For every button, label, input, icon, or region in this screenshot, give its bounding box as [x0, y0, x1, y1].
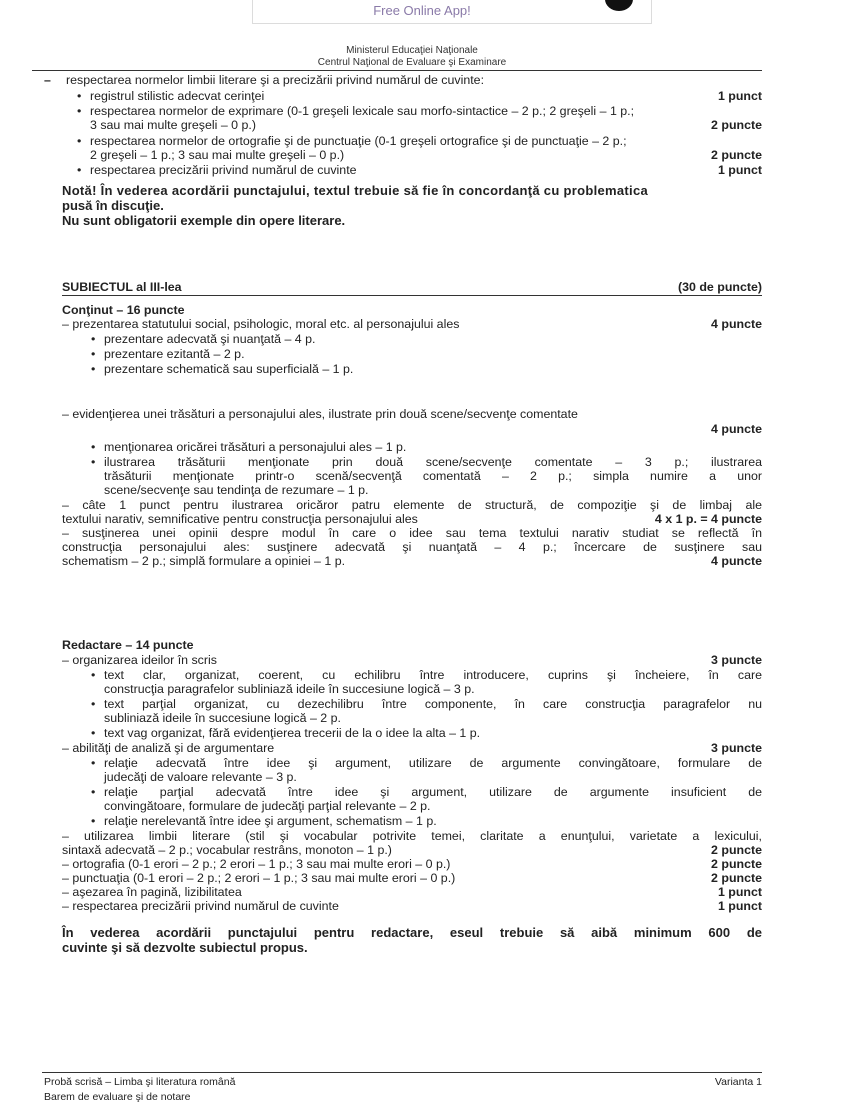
criteria-intro: – respectarea normelor limbii literare şi a precizării privind numărul de cuvinte:	[44, 73, 485, 87]
final-note: În vederea acordării punctajului pentru redactare, eseul trebuie să aibă minimum 600 de	[62, 925, 762, 940]
criterion-item: • prezentare ezitantă – 2 p.	[104, 347, 762, 361]
ministry-name: Ministerul Educaţiei Naţionale	[346, 45, 478, 56]
criterion-item-cont: convingătoare, formulare de judecăţi parţial relevante – 2 p.	[104, 799, 431, 813]
criterion-item: • text parţial organizat, cu dezechilibru între componente, în care construcţia paragrafelor nu	[104, 697, 762, 711]
criterion-item-cont: judecăţi de valoare relevante – 3 p.	[104, 770, 297, 784]
criterion-item: • ilustrarea trăsăturii menţionate prin două scene/secvenţe comentate – 3 p.; ilustrarea	[104, 455, 762, 469]
variant-label: Varianta 1	[714, 1076, 762, 1088]
criterion-item: • prezentare schematică sau superficială – 1 p.	[104, 362, 762, 376]
criterion-item-cont: trăsăturii menţionate printr-o scenă/secvenţă comentată – 2 p.; simpla numire a unor	[104, 469, 762, 483]
criteria-item: • respectarea precizării privind numărul de cuvinte 1 punct	[90, 163, 762, 177]
note-line: Notă! În vederea acordării punctajului, textul trebuie să fie în concordanţă cu problematica	[62, 183, 649, 198]
note-line: Nu sunt obligatorii exemple din opere literare.	[62, 213, 346, 228]
criterion-item: • text vag organizat, fără evidenţierea trecerii de la o idee la alta – 1 p.	[104, 726, 762, 740]
criteria-item-cont: 3 sau mai multe greşeli – 0 p.) 2 puncte	[90, 118, 762, 132]
footer-row	[44, 1076, 762, 1088]
redactare-criterion: – punctuaţia (0-1 erori – 2 p.; 2 erori – 1 p.; 3 sau mai multe erori – 0 p.) 2 puncte	[62, 871, 762, 885]
content-criterion-cont: schematism – 2 p.; simplă formulare a opiniei – 1 p. 4 puncte	[62, 554, 762, 568]
criterion-item-cont: scene/secvenţe sau tendinţa de rezumare – 1 p.	[104, 483, 369, 497]
criteria-item: • respectarea normelor de exprimare (0-1 greşeli lexicale sau morfo-sintactice – 2 p.; 2 greşeli – 1 p.;	[90, 104, 762, 118]
header-divider	[32, 70, 762, 71]
criterion-item: • prezentare adecvată şi nuanţată – 4 p.	[104, 332, 762, 346]
redactare-heading: Redactare – 14 puncte	[62, 638, 194, 652]
ad-banner[interactable]	[252, 0, 652, 24]
center-name: Centrul Naţional de Evaluare şi Examinare	[317, 57, 507, 68]
criteria-item-cont: 2 greşeli – 1 p.; 3 sau mai multe greşeli – 0 p.) 2 puncte	[90, 148, 762, 162]
dark-circle-icon	[605, 0, 633, 11]
redactare-criterion: – organizarea ideilor în scris 3 puncte	[62, 653, 762, 667]
redactare-criterion: – utilizarea limbii literare (stil şi vocabular potrivite temei, claritate a enunţului, varietate a lexicului,	[62, 829, 762, 843]
content-criterion: – câte 1 punct pentru ilustrarea oricăror patru elemente de structură, de compoziţie şi de limbaj ale	[62, 498, 762, 512]
content-criterion: – susţinerea unei opinii despre modul în care o idee sau tema textului narativ studiat se reflectă în	[62, 526, 762, 540]
section-title: SUBIECTUL al III-lea (30 de puncte)	[62, 280, 762, 294]
exam-name: Probă scrisă – Limba şi literatura română	[44, 1076, 236, 1088]
criterion-item: • text clar, organizat, coerent, cu echilibru între introducere, cuprins şi încheiere, în care	[104, 668, 762, 682]
footer-divider	[42, 1072, 762, 1073]
criterion-item: • relaţie nerelevantă între idee şi argument, schematism – 1 p.	[104, 814, 762, 828]
content-criterion: – prezentarea statutului social, psihologic, moral etc. al personajului ales 4 puncte	[62, 317, 762, 331]
criterion-item: • menţionarea oricărei trăsături a personajului ales – 1 p.	[104, 440, 762, 454]
criteria-item: • respectarea normelor de ortografie şi de punctuaţie (0-1 greşeli ortografice şi de punctuaţie – 2 p.;	[90, 134, 762, 148]
redactare-criterion: – ortografia (0-1 erori – 2 p.; 2 erori – 1 p.; 3 sau mai multe erori – 0 p.) 2 puncte	[62, 857, 762, 871]
content-criterion-cont: construcţia personajului ales: susţinere adecvată şi nuanţată – 4 p.; încercare de susţinere sau	[62, 540, 762, 554]
ad-text[interactable]: Free Online App!	[373, 3, 471, 18]
criterion-item-cont: subliniază ideile în succesiune logică – 2 p.	[104, 711, 341, 725]
redactare-criterion: – aşezarea în pagină, lizibilitatea 1 punct	[62, 885, 762, 899]
redactare-criterion: – abilităţi de analiză şi de argumentare 3 puncte	[62, 741, 762, 755]
content-criterion: – evidenţierea unei trăsături a personajului ales, ilustrate prin două scene/secvenţe comentate	[62, 407, 578, 421]
footer-subtitle: Barem de evaluare şi de notare	[44, 1091, 191, 1103]
criteria-item: • registrul stilistic adecvat cerinţei 1 punct	[90, 89, 762, 103]
final-note-cont: cuvinte şi să dezvolte subiectul propus.	[62, 940, 308, 955]
criterion-item: • relaţie parţial adecvată între idee şi argument, utilizare de argumente insuficient de	[104, 785, 762, 799]
redactare-criterion-cont: sintaxă adecvată – 2 p.; vocabular restrâns, monoton – 1 p.) 2 puncte	[62, 843, 762, 857]
note-line: pusă în discuţie.	[62, 198, 164, 213]
redactare-criterion: – respectarea precizării privind numărul de cuvinte 1 punct	[62, 899, 762, 913]
content-criterion-cont: textului narativ, semnificative pentru construcţia personajului ales 4 x 1 p. = 4 puncte	[62, 512, 762, 526]
criterion-item-cont: construcţia paragrafelor subliniază ideile în succesiune logică – 3 p.	[104, 682, 475, 696]
criterion-item: • relaţie adecvată între idee şi argument, utilizare de argumente convingătoare, formulare de	[104, 756, 762, 770]
content-heading: Conţinut – 16 puncte	[62, 303, 185, 317]
